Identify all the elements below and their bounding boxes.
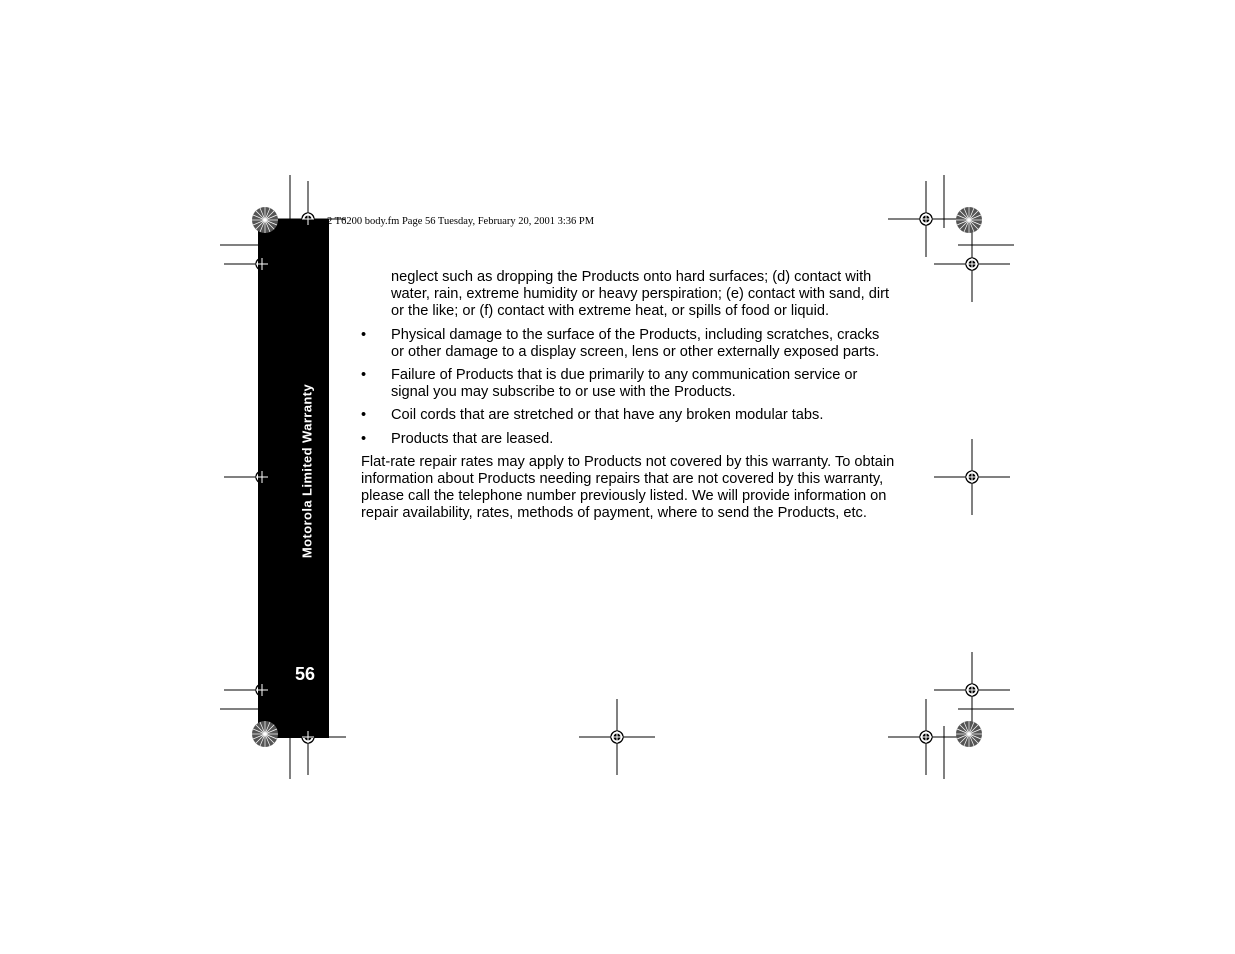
registration-mark-icon	[224, 652, 300, 728]
continued-paragraph: neglect such as dropping the Products onto hard surfaces; (d) contact with water, rain, extreme humidity or heavy perspiration; (e) contact with sand, dirt or the like; or (f) contact with extreme heat, or spills of food or liquid.	[391, 269, 890, 320]
section-title: Motorola Limited Warranty	[299, 383, 315, 559]
list-item-text: Failure of Products that is due primarily to any communication service or signal you may subscribe to or use with the Products.	[391, 367, 858, 401]
bullet-icon: •	[361, 430, 367, 447]
star-target-icon	[252, 721, 278, 747]
bullet-icon: •	[361, 367, 367, 384]
crop-lines	[220, 175, 1014, 779]
registration-mark-icon	[224, 439, 300, 515]
bullet-icon: •	[361, 407, 367, 424]
list-item-text: Products that are leased.	[391, 430, 554, 447]
registration-mark-icon	[934, 652, 1010, 728]
print-header: 2 T6200 body.fm Page 56 Tuesday, February 20, 2001 3:36 PM	[327, 216, 595, 227]
registration-mark-icon	[934, 226, 1010, 302]
list-item-text: Coil cords that are stretched or that have any broken modular tabs.	[391, 407, 824, 424]
star-target-icon	[956, 721, 982, 747]
registration-mark-icon	[270, 181, 346, 257]
bullet-icon: •	[361, 326, 367, 343]
registration-mark-icon	[934, 439, 1010, 515]
registration-mark-icon	[888, 181, 964, 257]
registration-mark-icon	[579, 699, 655, 775]
closing-paragraph: Flat-rate repair rates may apply to Products not covered by this warranty. To obtain information about Products needing repairs that are not covered by this warranty, please call the telephone number previously listed. We will provide information on repair availability, rates, methods of payment, where to send the Products, etc.	[361, 453, 895, 522]
star-target-icon	[252, 207, 278, 233]
page-number: 56	[295, 664, 316, 684]
registration-mark-icon	[270, 699, 346, 775]
star-target-icon	[956, 207, 982, 233]
registration-mark-icon	[888, 699, 964, 775]
list-item-text: Physical damage to the surface of the Products, including scratches, cracks or other damage to a display screen, lens or other externally exposed parts.	[391, 326, 880, 360]
registration-mark-icon	[224, 226, 300, 302]
